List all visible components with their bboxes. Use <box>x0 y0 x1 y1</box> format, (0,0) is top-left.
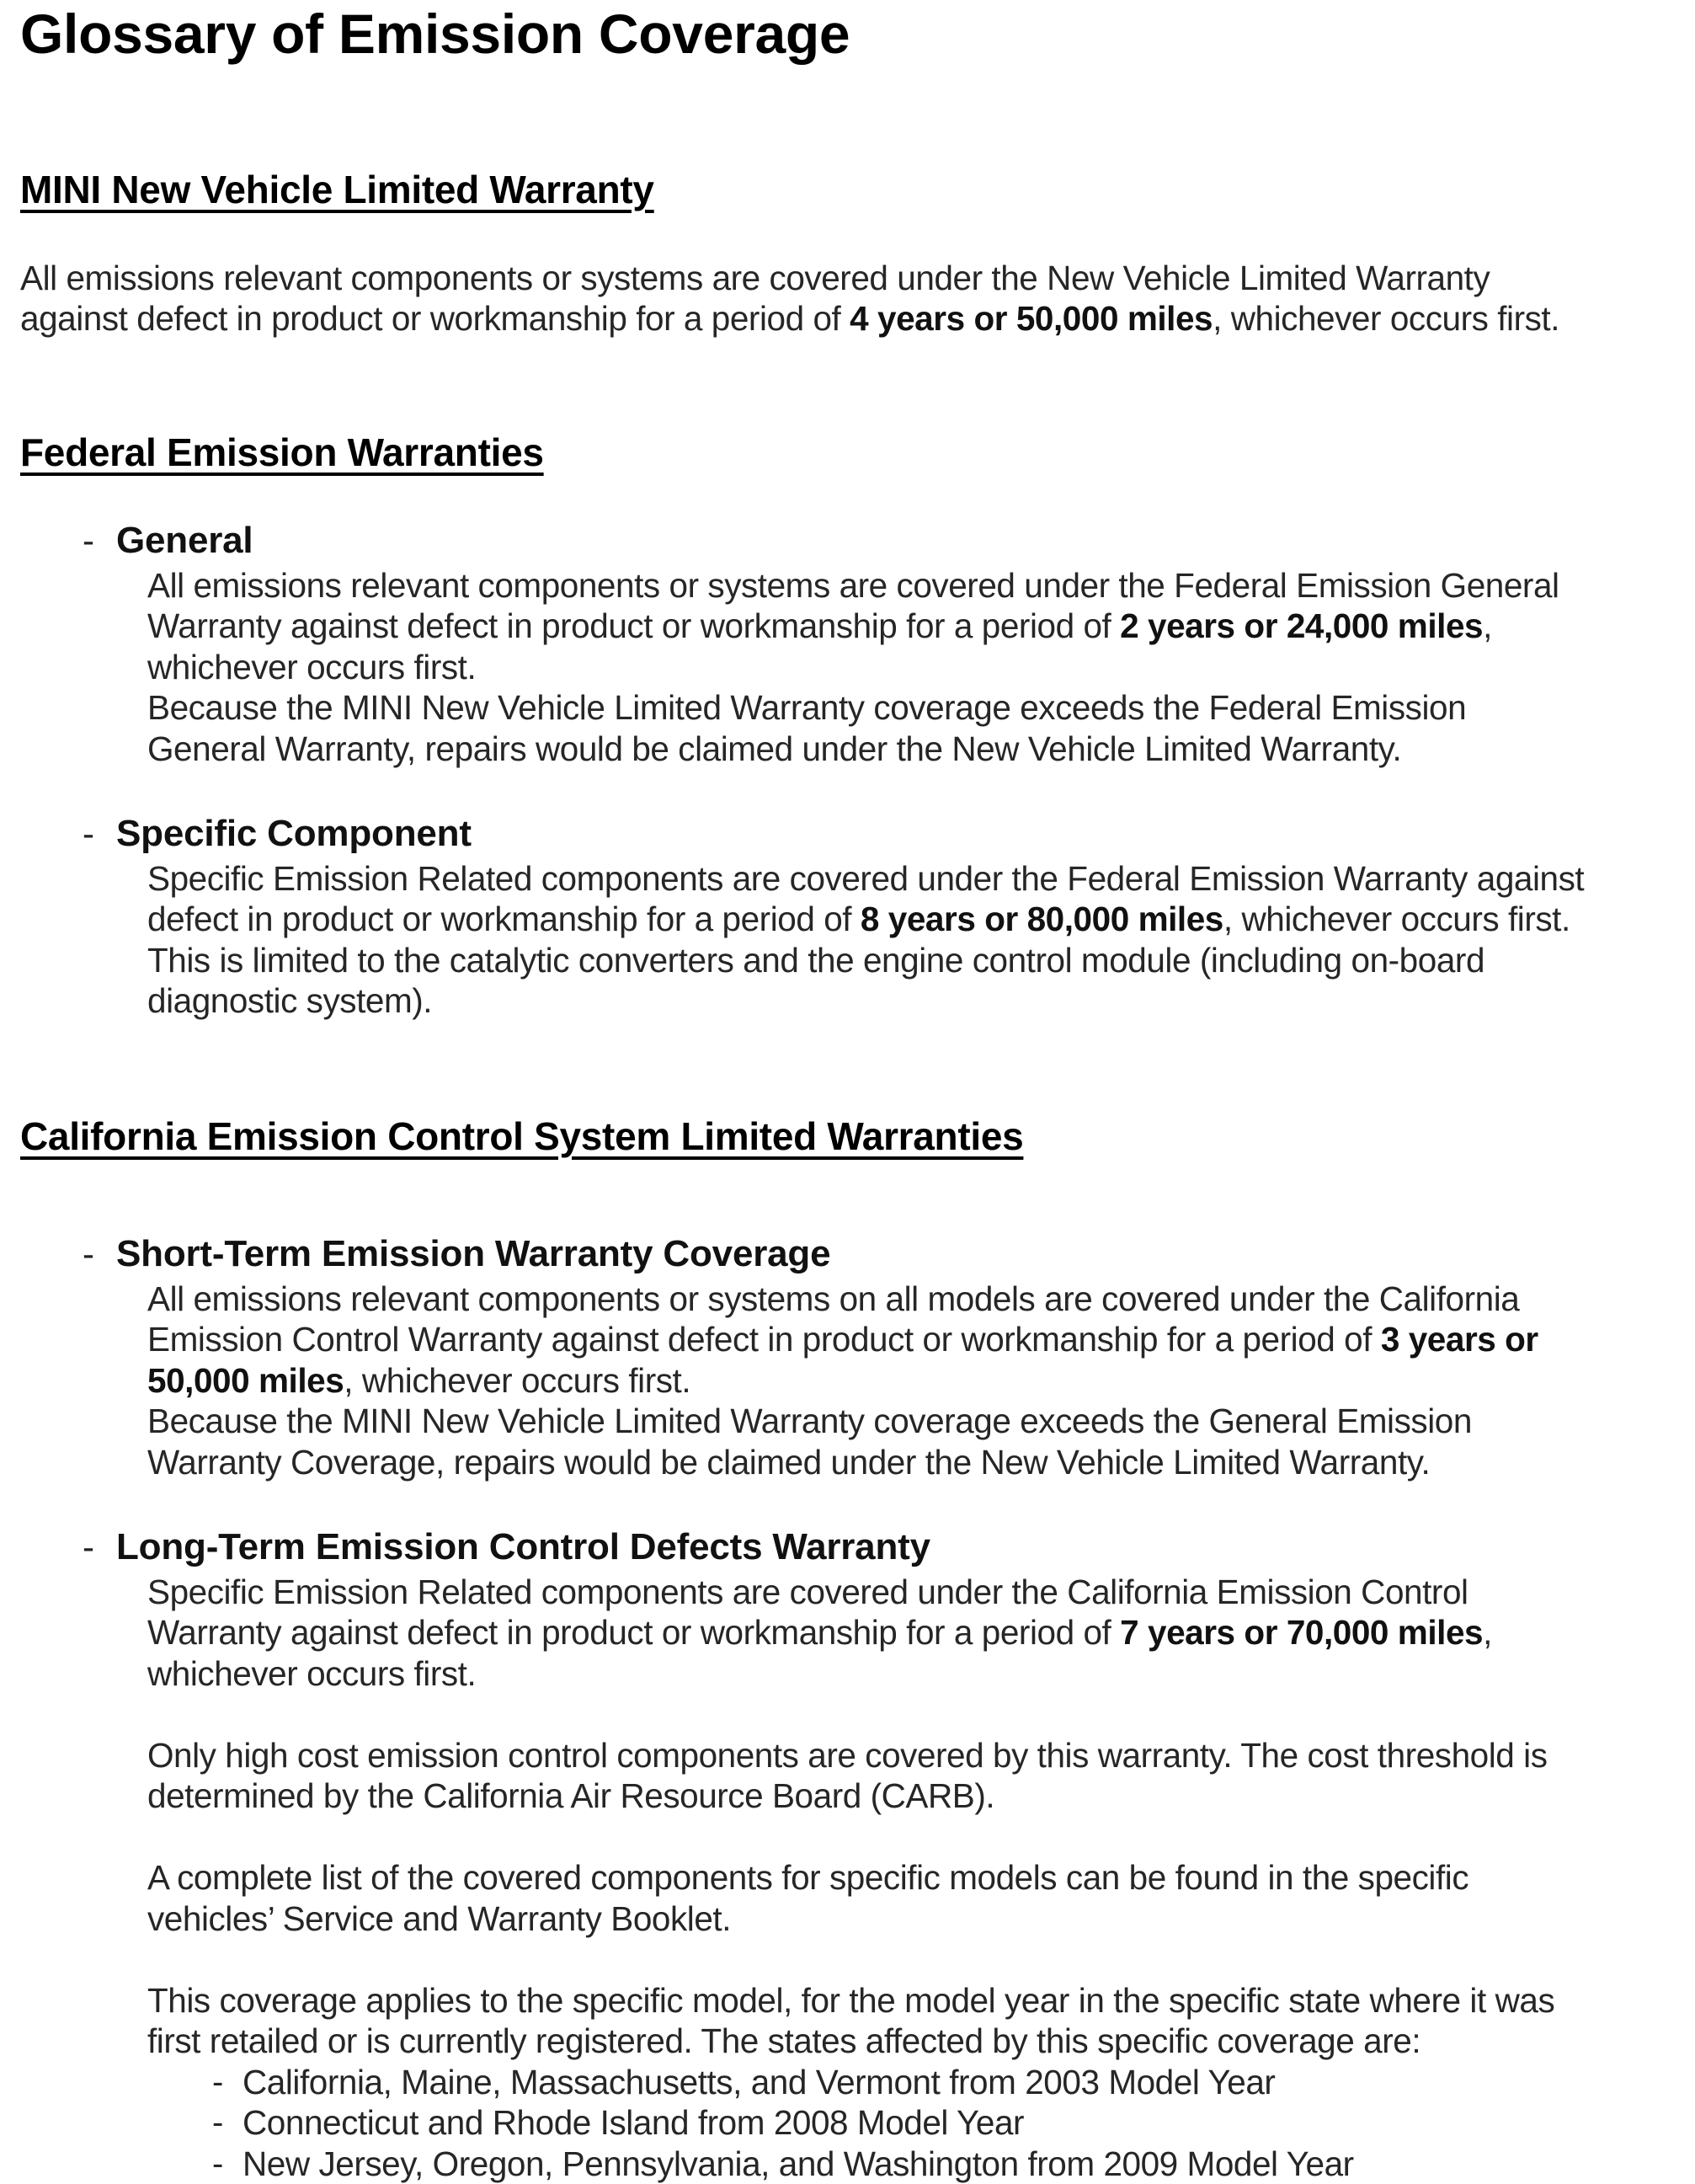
paragraph-line <box>147 1898 731 1939</box>
paragraph-line <box>147 687 1466 728</box>
text-run: Warranty against defect in product or workmanship for a period of <box>147 1613 1121 1652</box>
text-run: , whichever occurs first. <box>1223 900 1570 938</box>
text-run: Specific Emission Related components are covered under the California Emission Control <box>147 1573 1468 1611</box>
subsection-dash: - <box>83 1234 94 1274</box>
state-list-item: California, Maine, Massachusetts, and Vermont from 2003 Model Year <box>243 2063 1276 2101</box>
paragraph-line <box>147 1612 1492 1653</box>
emphasis-text: 50,000 miles <box>147 1361 344 1400</box>
paragraph-line <box>147 1279 1519 1319</box>
paragraph-line <box>147 1572 1468 1612</box>
state-list-dash: - <box>212 2104 223 2141</box>
text-run: Emission Control Warranty against defect in product or workmanship for a period of <box>147 1320 1381 1359</box>
text-run: defect in product or workmanship for a period of <box>147 900 861 938</box>
subsection-title-specific-component: Specific Component <box>116 813 472 854</box>
paragraph-line <box>147 729 1401 769</box>
emphasis-text: 2 years or 24,000 miles <box>1120 606 1484 645</box>
section-heading-mini-warranty: MINI New Vehicle Limited Warranty <box>20 168 654 211</box>
paragraph-line <box>147 1653 476 1694</box>
text-run: All emissions relevant components or systems are covered under the Federal Emission General <box>147 566 1559 605</box>
subsection-dash: - <box>83 521 94 560</box>
paragraph-line <box>147 1442 1430 1482</box>
subsection-title-general: General <box>116 520 253 561</box>
text-run: against defect in product or workmanship for a period of <box>20 299 850 338</box>
paragraph-line <box>147 940 1484 980</box>
paragraph-line <box>147 565 1559 606</box>
paragraph-line <box>147 1776 994 1816</box>
subsection-title-short-term: Short-Term Emission Warranty Coverage <box>116 1233 831 1274</box>
state-list-item: Connecticut and Rhode Island from 2008 Model Year <box>243 2103 1025 2142</box>
paragraph-line <box>147 2021 1420 2061</box>
text-run: first retailed or is currently registered. The states affected by this specific coverage are: <box>147 2021 1421 2060</box>
subsection-title-long-term: Long-Term Emission Control Defects Warranty <box>116 1526 930 1567</box>
paragraph-line <box>147 1735 1548 1776</box>
state-list-dash: - <box>212 2145 223 2182</box>
text-run: This is limited to the catalytic converters and the engine control module (including on-board <box>147 941 1485 980</box>
paragraph-line <box>147 1857 1468 1898</box>
section-heading-california: California Emission Control System Limited Warranties <box>20 1114 1024 1158</box>
subsection-dash: - <box>83 1527 94 1567</box>
paragraph-line <box>147 1319 1538 1359</box>
paragraph-line <box>147 1401 1472 1441</box>
text-run: All emissions relevant components or systems on all models are covered under the California <box>147 1279 1520 1318</box>
text-run: determined by the California Air Resource Board (CARB). <box>147 1776 995 1815</box>
page-title: Glossary of Emission Coverage <box>20 3 850 65</box>
paragraph-line <box>147 980 432 1021</box>
text-run: whichever occurs first. <box>147 648 477 686</box>
emphasis-text: 8 years or 80,000 miles <box>860 900 1223 938</box>
emphasis-text: 7 years or 70,000 miles <box>1120 1613 1484 1652</box>
paragraph-line <box>147 1980 1554 2021</box>
paragraph-line <box>147 899 1570 939</box>
paragraph-line <box>147 647 476 687</box>
text-run: vehicles’ Service and Warranty Booklet. <box>147 1899 731 1938</box>
text-run: All emissions relevant components or systems are covered under the New Vehicle Limited Warranty <box>20 259 1490 297</box>
state-list-item: New Jersey, Oregon, Pennsylvania, and Washington from 2009 Model Year <box>243 2144 1354 2183</box>
state-list-dash: - <box>212 2064 223 2101</box>
paragraph-line <box>147 858 1584 899</box>
subsection-dash: - <box>83 814 94 853</box>
paragraph-line <box>20 258 1490 298</box>
text-run: , <box>1483 606 1492 645</box>
text-run: , whichever occurs first. <box>344 1361 691 1400</box>
text-run: Because the MINI New Vehicle Limited Warranty coverage exceeds the Federal Emission <box>147 688 1467 727</box>
emphasis-text: 4 years or 50,000 miles <box>850 299 1213 338</box>
text-run: whichever occurs first. <box>147 1654 477 1693</box>
text-run: Specific Emission Related components are covered under the Federal Emission Warranty against <box>147 859 1585 898</box>
emphasis-text: 3 years or <box>1380 1320 1538 1359</box>
text-run: Only high cost emission control components are covered by this warranty. The cost threshold is <box>147 1736 1548 1775</box>
text-run: Because the MINI New Vehicle Limited Warranty coverage exceeds the General Emission <box>147 1402 1472 1440</box>
section-heading-federal: Federal Emission Warranties <box>20 430 544 474</box>
paragraph-line <box>147 1360 690 1401</box>
text-run: This coverage applies to the specific model, for the model year in the specific state where it was <box>147 1981 1555 2020</box>
text-run: Warranty Coverage, repairs would be claimed under the New Vehicle Limited Warranty. <box>147 1443 1431 1482</box>
paragraph-line <box>20 298 1559 339</box>
text-run: A complete list of the covered components for specific models can be found in the specific <box>147 1858 1469 1897</box>
text-run: , <box>1483 1613 1492 1652</box>
text-run: General Warranty, repairs would be claimed under the New Vehicle Limited Warranty. <box>147 729 1402 768</box>
text-run: , whichever occurs first. <box>1213 299 1560 338</box>
text-run: diagnostic system). <box>147 981 433 1020</box>
text-run: Warranty against defect in product or workmanship for a period of <box>147 606 1121 645</box>
paragraph-line <box>147 606 1492 646</box>
